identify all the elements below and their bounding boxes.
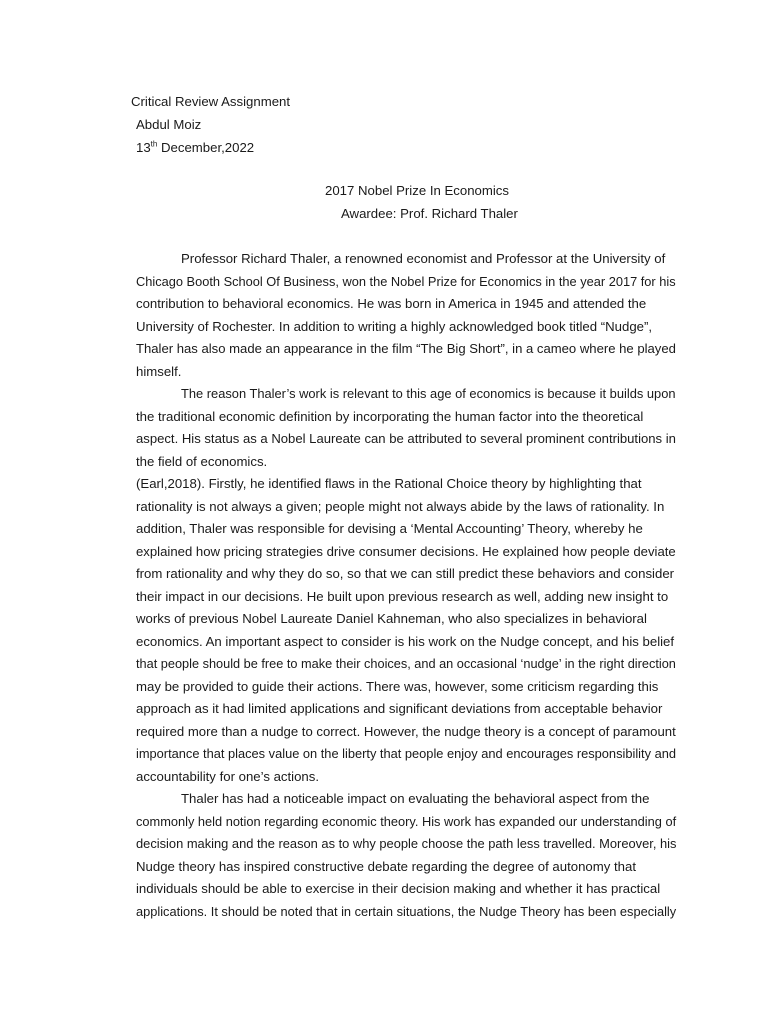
body-line: explained how pricing strategies drive consumer decisions. He explained how people deviate: [136, 543, 676, 559]
body-line: himself.: [136, 363, 182, 379]
body-line: required more than a nudge to correct. However, the nudge theory is a concept of paramount: [136, 723, 676, 739]
body-line: rationality is not always a given; people might not always abide by the laws of rationality. In: [136, 498, 665, 514]
date-rest: December,2022: [157, 140, 255, 155]
body-line: approach as it had limited applications and significant deviations from acceptable behavior: [136, 701, 663, 716]
body-line: Thaler has also made an appearance in the film “The Big Short”, in a cameo where he played: [136, 341, 676, 356]
body-line: may be provided to guide their actions. There was, however, some criticism regarding this: [136, 678, 659, 694]
body-line: economics. An important aspect to consider is his work on the Nudge concept, and his belief: [136, 633, 675, 649]
assignment-title: Critical Review Assignment: [131, 94, 291, 109]
date-suffix: th: [150, 139, 158, 149]
body-line: individuals should be able to exercise in their decision making and whether it has practical: [136, 881, 661, 896]
body-line: contribution to behavioral economics. He was born in America in 1945 and attended the: [136, 296, 647, 311]
document-date: [136, 139, 254, 157]
body-line: Thaler has had a noticeable impact on evaluating the behavioral aspect from the: [181, 791, 650, 806]
author-name: Abdul Moiz: [136, 117, 202, 132]
body-line: aspect. His status as a Nobel Laureate can be attributed to several prominent contributions in: [136, 431, 676, 446]
body-line: that people should be free to make their choices, and an occasional ‘nudge’ in the right direction: [136, 656, 676, 671]
paper-title: 2017 Nobel Prize In Economics: [325, 183, 509, 198]
body-line: from rationality and why they do so, so that we can still predict these behaviors and consider: [136, 566, 675, 581]
body-line: the field of economics.: [136, 453, 268, 469]
body-line: applications. It should be noted that in certain situations, the Nudge Theory has been especially: [136, 903, 677, 919]
body-line: commonly held notion regarding economic theory. His work has expanded our understanding of: [136, 813, 677, 829]
date-day: 13: [136, 140, 151, 155]
body-line: the traditional economic definition by incorporating the human factor into the theoretical: [136, 408, 644, 424]
body-line: University of Rochester. In addition to writing a highly acknowledged book titled “Nudge”,: [136, 318, 653, 334]
body-line: decision making and the reason as to why people choose the path less travelled. Moreover, his: [136, 836, 677, 851]
body-line: The reason Thaler’s work is relevant to this age of economics is because it builds upon: [181, 386, 676, 401]
paper-subtitle: Awardee: Prof. Richard Thaler: [341, 206, 518, 221]
body-line: accountability for one’s actions.: [136, 768, 320, 784]
body-line: Professor Richard Thaler, a renowned economist and Professor at the University of: [181, 251, 666, 266]
body-line: their impact in our decisions. He built upon previous research as well, adding new insight to: [136, 588, 669, 604]
body-line: works of previous Nobel Laureate Daniel Kahneman, who also specializes in behavioral: [136, 611, 647, 626]
body-line: importance that places value on the liberty that people enjoy and encourages responsibility and: [136, 746, 676, 761]
body-line: addition, Thaler was responsible for devising a ‘Mental Accounting’ Theory, whereby he: [136, 521, 643, 536]
body-line: Nudge theory has inspired constructive debate regarding the degree of autonomy that: [136, 858, 636, 874]
body-line: (Earl,2018). Firstly, he identified flaws in the Rational Choice theory by highlighting that: [136, 476, 642, 491]
body-line: Chicago Booth School Of Business, won the Nobel Prize for Economics in the year 2017 for his: [136, 273, 676, 289]
